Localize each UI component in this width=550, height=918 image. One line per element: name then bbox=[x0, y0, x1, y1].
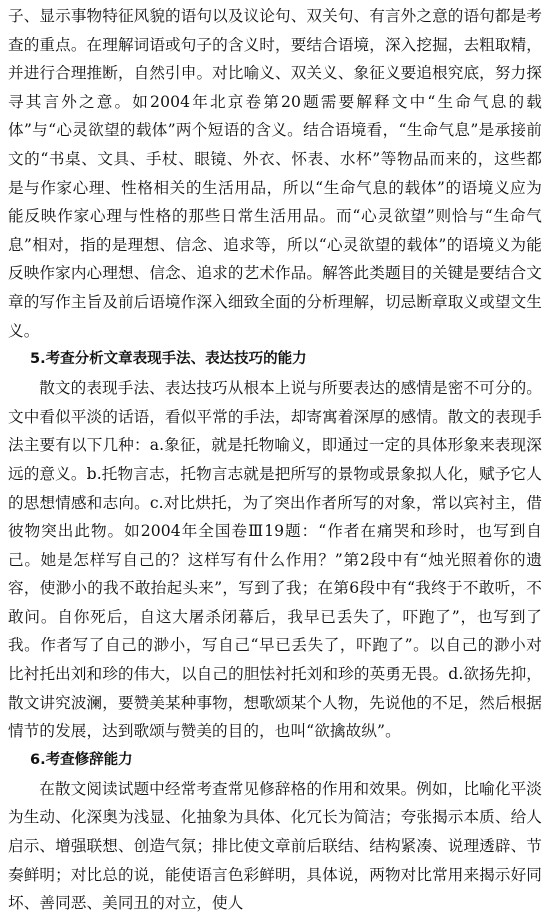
paragraph-expression-techniques: 散文的表现手法、表达技巧从根本上说与所要表达的感情是密不可分的。文中看似平淡的话语，看似平常的手法，却寄寓着深厚的感情。散文的表现手法主要有以下几种：a.象征，就是托物喻义，即通过一定的具体形象来表现深远的意义。b.托物言志，托物言志就是把所写的景物或景象拟人化，赋予它人的思想情感和志向。c.对比烘托，为了突出作者所写的对象，常以宾衬主，借彼物突出此物。如2004年全国卷Ⅲ19题：“作者在痛哭和珍时，也写到自己。她是怎样写自己的？这样写有什么作用？”第2段中有“烛光照着你的遗容，使渺小的我不敢抬起头来”，写到了我；在第6段中有“我终于不敢听，不敢问。自你死后，自这大屠杀闭幕后，我早已丢失了，吓跑了”，也写到了我。作者写了自己的渺小，写自己“早已丢失了，吓跑了”。以自己的渺小对比衬托出刘和珍的伟大，以自己的胆怯衬托刘和珍的英勇无畏。d.欲扬先抑，散文讲究波澜，要赞美某种事物，想歌颂某个人物，先说他的不足，然后根据情节的发展，达到歌颂与赞美的目的，也叫“欲擒故纵”。 bbox=[8, 379, 542, 741]
paragraph-word-meaning-continued: 子、显示事物特征风貌的语句以及议论句、双关句、有言外之意的语句都是考查的重点。在理解词语或句子的含义时，要结合语境，深入挖掘，去粗取精，并进行合理推断，自然引申。对比喻义、双关义、象征义要追根究底，努力探寻其言外之意。如2004年北京卷第20题需要解释文中“生命气息的载体”与“心灵欲望的载体”两个短语的含义。结合语境看，“生命气息”是承接前文的“书桌、文具、手杖、眼镜、外衣、怀表、水杯”等物品而来的，这些都是与作家心理、性格相关的生活用品，所以“生命气息的载体”的语境义应为能反映作家心理与性格的那些日常生活用品。而“心灵欲望”则恰与“生命气息”相对，指的是理想、信念、追求等，所以“心灵欲望的载体”的语境义为能反映作家内心理想、信念、追求的艺术作品。解答此类题目的关键是要结合文章的写作主旨及前后语境作深入细致全面的分析理解，切忌断章取义或望文生义。 bbox=[8, 7, 542, 340]
section-heading-5: 5.考查分析文章表现手法、表达技巧的能力 bbox=[30, 351, 307, 368]
section-heading-6: 6.考查修辞能力 bbox=[30, 751, 133, 768]
paragraph-rhetoric: 在散文阅读试题中经常考查常见修辞格的作用和效果。例如，比喻化平淡为生动、化深奥为浅显、化抽象为具体、化冗长为简洁；夸张揭示本质、给人启示、增强联想、创造气氛；排比使文章前后联结、结构紧凑、说理透辟、节奏鲜明；对比总的说，能使语言色彩鲜明，具体说，两物对比常用来揭示好同坏、善同恶、美同丑的对立，使人 bbox=[8, 779, 542, 913]
